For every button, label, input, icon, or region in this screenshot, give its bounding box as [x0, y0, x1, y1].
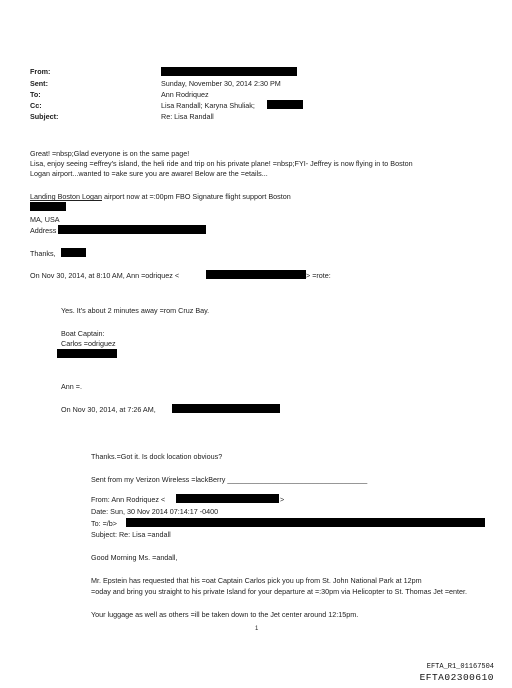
redacted-to-recipients — [126, 518, 485, 527]
boat-captain: Boat Captain: — [61, 329, 105, 338]
subject-label: Subject: — [30, 112, 59, 121]
redacted-landing-detail — [30, 202, 66, 211]
wrote: > =rote: — [306, 271, 331, 280]
redacted-ann-email — [206, 270, 306, 279]
ma-usa: MA, USA — [30, 215, 60, 224]
redacted-thanks-name — [61, 248, 86, 257]
body-line-1: Great! =nbsp;Glad everyone is on the same page! — [30, 149, 190, 158]
para1-line1: Mr. Epstein has requested that his =oat Captain Carlos pick you up from St. John National Park at 12pm — [91, 576, 422, 585]
yes-line: Yes. It's about 2 minutes away =rom Cruz Bay. — [61, 306, 210, 315]
quote-header-810: On Nov 30, 2014, at 8:10 AM, Ann =odriquez < — [30, 271, 180, 280]
para1-line2: =oday and bring you straight to his private Island for your departure at =:30pm via Helicopter to St. Thomas Jet =enter. — [91, 587, 468, 596]
landing-underlined: Landing Boston Logan — [30, 192, 102, 201]
footer-ref-2: EFTA02300610 — [419, 672, 494, 683]
footer-ref-1: EFTA_R1_01167504 — [426, 663, 494, 671]
date-line: Date: Sun, 30 Nov 2014 07:14:17 -0400 — [91, 507, 219, 516]
from-label: From: — [30, 67, 51, 76]
cc-value: Lisa Randall; Karyna Shuliak; — [161, 101, 255, 110]
redacted-ann-address — [176, 494, 279, 503]
thanks-dock: Thanks.=Got it. Is dock location obvious? — [91, 452, 223, 461]
redacted-726-sender — [172, 404, 280, 413]
body-line-3: Logan airport...wanted to =ake sure you are aware! Below are the =etails... — [30, 169, 268, 178]
thanks: Thanks, — [30, 249, 56, 258]
subject-line: Subject: Re: Lisa =andall — [91, 530, 171, 539]
quote-header-726: On Nov 30, 2014, at 7:26 AM, — [61, 405, 156, 414]
good-morning: Good Morning Ms. =andall, — [91, 553, 178, 562]
cc-label: Cc: — [30, 101, 42, 110]
landing-rest: airport now at =:00pm FBO Signature flight support Boston — [101, 192, 291, 201]
sent-label: Sent: — [30, 79, 48, 88]
to-label: To: — [30, 90, 41, 99]
page-number: 1 — [255, 626, 259, 632]
from-ann-end: > — [280, 495, 285, 504]
carlos: Carlos =odriguez — [61, 339, 116, 348]
subject-value: Re: Lisa Randall — [161, 112, 214, 121]
landing-line — [30, 192, 291, 201]
para2: Your luggage as well as others =ill be taken down to the Jet center around 12:15pm. — [91, 610, 359, 619]
sent-value: Sunday, November 30, 2014 2:30 PM — [161, 79, 281, 88]
redacted-cc — [267, 100, 303, 109]
address-label: Address — [30, 226, 57, 235]
to-line: To: =/b> — [91, 519, 117, 528]
redacted-carlos-contact — [57, 349, 117, 358]
body-line-2: Lisa, enjoy seeing =effrey's island, the heli ride and trip on his private plane! =nbsp;FYI- Jeffrey is now flying in to Boston — [30, 159, 413, 168]
ann-sign: Ann =. — [61, 382, 82, 391]
from-ann: From: Ann Rodriquez < — [91, 495, 166, 504]
redacted-from — [161, 67, 297, 76]
to-value: Ann Rodriquez — [161, 90, 209, 99]
redacted-address — [58, 225, 206, 234]
sent-from: Sent from my Verizon Wireless =lackBerry ___________________________________ — [91, 475, 368, 484]
